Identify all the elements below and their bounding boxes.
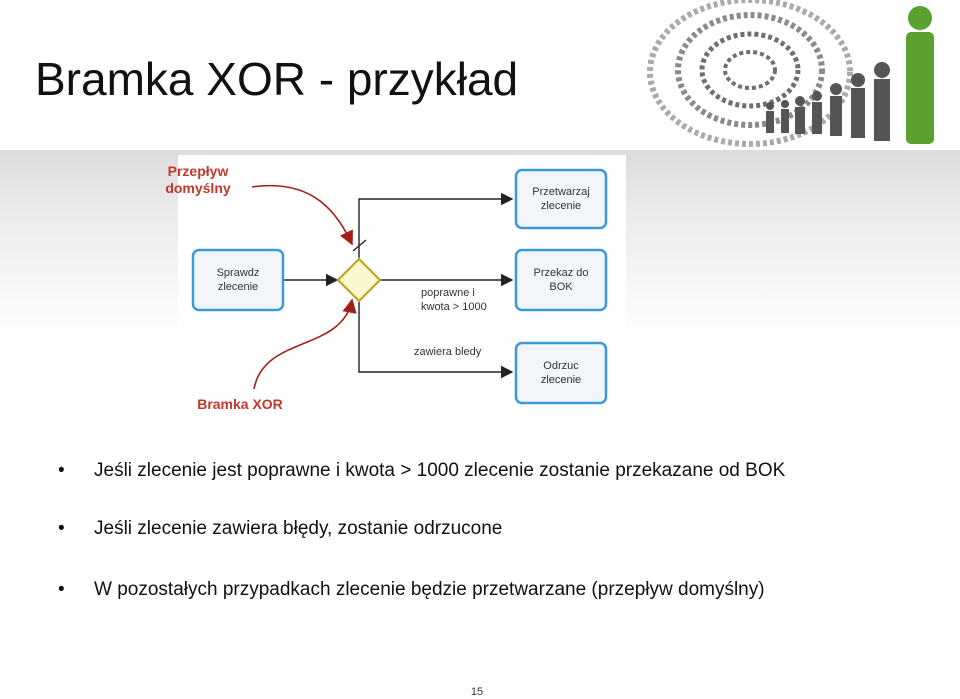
task-reject xyxy=(516,343,606,403)
svg-text:Odrzuc: Odrzuc xyxy=(543,360,579,372)
svg-text:Przetwarzaj: Przetwarzaj xyxy=(532,186,590,198)
task-check xyxy=(193,250,283,310)
svg-text:zlecenie: zlecenie xyxy=(217,281,259,293)
page-number: 15 xyxy=(470,686,484,698)
svg-text:Sprawdz: Sprawdz xyxy=(216,267,260,279)
slide-title: Bramka XOR - przykład xyxy=(35,53,519,105)
bullet-item: • Jeśli zlecenie jest poprawne i kwota > 1000 zlecenie zostanie przekazane od BOK xyxy=(58,458,938,483)
svg-text:zlecenie: zlecenie xyxy=(540,374,582,386)
bullet-item: • Jeśli zlecenie zawiera błędy, zostanie odrzucone xyxy=(58,516,938,541)
people-spiral-logo xyxy=(600,0,960,152)
callout-default-flow: Przepływ domyślny xyxy=(165,163,231,196)
bullet-list xyxy=(58,458,938,602)
condition-errors: zawiera bledy xyxy=(414,346,482,358)
svg-text:zlecenie: zlecenie xyxy=(540,200,582,212)
svg-text:BOK: BOK xyxy=(549,281,573,293)
task-transfer xyxy=(516,250,606,310)
callout-xor-gateway: Bramka XOR xyxy=(197,396,283,412)
svg-text:Przekaz do: Przekaz do xyxy=(533,267,589,279)
bullet-item: • W pozostałych przypadkach zlecenie będzie przetwarzane (przepływ domyślny) xyxy=(58,577,938,602)
task-process xyxy=(516,170,606,228)
condition-valid-line1: poprawne i xyxy=(421,287,475,299)
bpmn-diagram xyxy=(0,150,960,420)
condition-valid-line2: kwota > 1000 xyxy=(421,301,487,313)
